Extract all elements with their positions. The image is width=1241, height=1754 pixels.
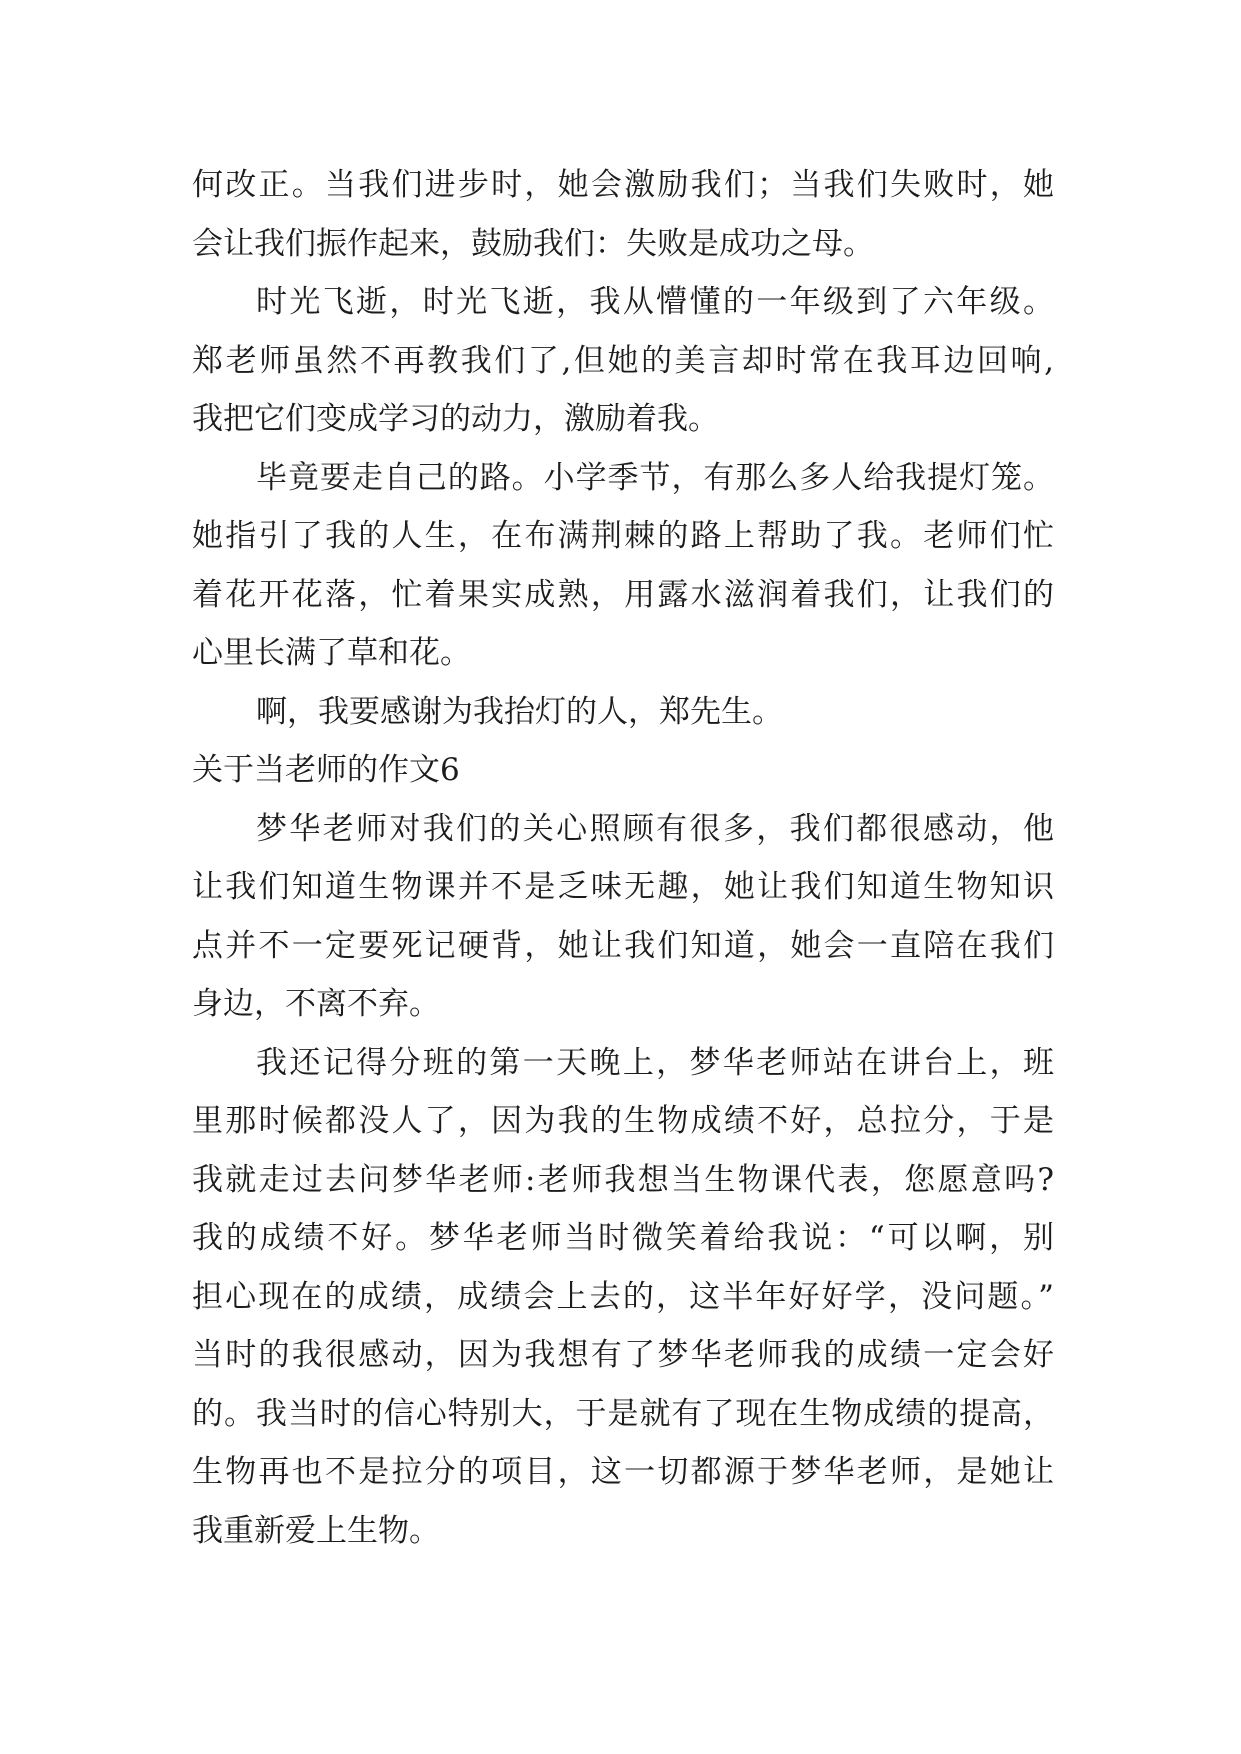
text-line: 里那时候都没人了，因为我的生物成绩不好，总拉分，于是	[192, 1103, 1054, 1139]
text-line: 着花开花落，忙着果实成熟，用露水滋润着我们，让我们的	[192, 576, 1054, 613]
heading-text: 关于当老师的作文6	[192, 752, 460, 788]
text-line: 当时的我很感动，因为我想有了梦华老师我的成绩一定会好	[192, 1337, 1054, 1373]
text-line: 点并不一定要死记硬背，她让我们知道，她会一直陪在我们	[192, 927, 1054, 964]
text-line: 我就走过去问梦华老师:老师我想当生物课代表，您愿意吗?	[192, 1161, 1054, 1198]
paragraph	[192, 449, 1054, 683]
text-line: 心里长满了草和花。	[192, 635, 471, 671]
section-heading	[192, 741, 1054, 800]
document-body	[192, 156, 1054, 1560]
text-line: 毕竟要走自己的路。小学季节，有那么多人给我提灯笼。	[256, 459, 1054, 496]
text-line: 我重新爱上生物。	[192, 1512, 440, 1549]
text-line: 何改正。当我们进步时，她会激励我们；当我们失败时，她	[192, 167, 1054, 203]
text-line: 我把它们变成学习的动力，激励着我。	[192, 401, 719, 437]
text-line: 身边，不离不弃。	[192, 986, 440, 1022]
text-line: 郑老师虽然不再教我们了,但她的美言却时常在我耳边回响,	[192, 342, 1054, 379]
paragraph	[192, 683, 1054, 742]
text-line: 她指引了我的人生，在布满荆棘的路上帮助了我。老师们忙	[192, 518, 1054, 554]
paragraph	[192, 800, 1054, 1034]
text-line: 让我们知道生物课并不是乏味无趣，她让我们知道生物知识	[192, 869, 1054, 905]
text-line: 会让我们振作起来，鼓励我们：失败是成功之母。	[192, 225, 874, 262]
text-line: 我的成绩不好。梦华老师当时微笑着给我说：“可以啊，别	[192, 1220, 1054, 1256]
text-line: 啊，我要感谢为我抬灯的人，郑先生。	[256, 693, 783, 730]
text-line: 担心现在的成绩，成绩会上去的，这半年好好学，没问题。”	[192, 1278, 1054, 1315]
text-line: 时光飞逝，时光飞逝，我从懵懂的一年级到了六年级。	[256, 284, 1054, 320]
paragraph	[192, 1034, 1054, 1561]
paragraph	[192, 273, 1054, 449]
text-line: 梦华老师对我们的关心照顾有很多，我们都很感动，他	[256, 810, 1054, 847]
paragraph-continuation	[192, 156, 1054, 273]
text-line: 的。我当时的信心特别大，于是就有了现在生物成绩的提高，	[192, 1395, 1054, 1432]
text-line: 生物再也不是拉分的项目，这一切都源于梦华老师，是她让	[192, 1454, 1054, 1490]
text-line: 我还记得分班的第一天晚上，梦华老师站在讲台上，班	[256, 1044, 1054, 1081]
